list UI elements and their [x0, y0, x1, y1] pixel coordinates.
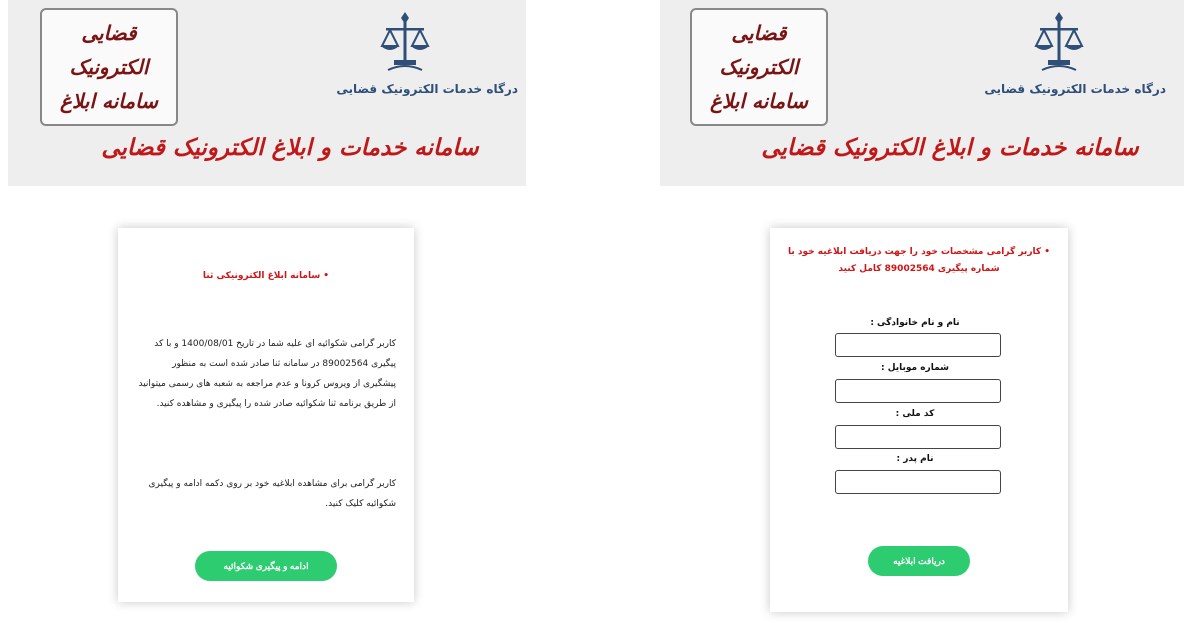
- father-name-label: نام پدر :: [896, 454, 934, 464]
- notice-paragraph: کاربر گرامی شکوائیه ای علیه شما در تاریخ 1400/08/01 و با کد پیگیری 89002564 در سامانه ثنا صادر شده است به منظور پیشگیری از ویروس کرونا و عدم مراجعه به شعبه های رسمی میتوانید از طریق برنامه ثنا شکوائیه صادر شده را پیگیری و مشاهده کنید.: [138, 339, 396, 409]
- continue-tracking-button[interactable]: ادامه و پیگیری شکوائیه: [195, 551, 337, 581]
- portal-title: درگاه خدمات الکترونیک قضایی: [984, 82, 1166, 96]
- form-page: [650, 0, 1190, 623]
- logo-line: الکترونیک: [719, 55, 799, 79]
- logo-line: قضایی: [81, 21, 137, 45]
- portal-title: درگاه خدمات الکترونیک قضایی: [336, 82, 518, 96]
- system-title: سامانه خدمات و ابلاغ الکترونیک قضایی: [101, 134, 479, 161]
- judiciary-emblem-icon: [1032, 8, 1086, 76]
- logo-line: سامانه ابلاغ: [710, 89, 808, 113]
- site-banner: [660, 0, 1184, 186]
- full-name-label: نام و نام خانوادگی :: [870, 318, 960, 328]
- judiciary-emblem-icon: [378, 8, 432, 76]
- instruction-paragraph: کاربر گرامی برای مشاهده ابلاغیه خود بر روی دکمه ادامه و پیگیری شکوائیه کلیک کنید.: [148, 479, 396, 509]
- national-id-label: کد ملی :: [895, 409, 935, 419]
- national-id-input[interactable]: [835, 425, 1001, 449]
- logo-line: قضایی: [731, 21, 787, 45]
- notice-card: [118, 228, 414, 602]
- card-heading: • سامانه ابلاغ الکترونیکی ثنا: [202, 271, 330, 281]
- system-title: سامانه خدمات و ابلاغ الکترونیک قضایی: [761, 134, 1139, 161]
- mobile-label: شماره موبایل :: [880, 363, 949, 373]
- sana-logo: [690, 8, 828, 126]
- logo-line: الکترونیک: [69, 55, 149, 79]
- logo-line: سامانه ابلاغ: [60, 89, 158, 113]
- site-banner: [8, 0, 526, 186]
- form-card: [770, 228, 1068, 612]
- father-name-input[interactable]: [835, 470, 1001, 494]
- mobile-input[interactable]: [835, 379, 1001, 403]
- receive-notice-button[interactable]: دریافت ابلاغیه: [868, 546, 970, 576]
- notice-page: [0, 0, 540, 623]
- full-name-input[interactable]: [835, 333, 1001, 357]
- card-heading: • کاربر گرامی مشخصات خود را جهت دریافت ابلاغیه خود با شماره پیگیری 89002564 کامل کنید: [788, 247, 1050, 274]
- sana-logo: [40, 8, 178, 126]
